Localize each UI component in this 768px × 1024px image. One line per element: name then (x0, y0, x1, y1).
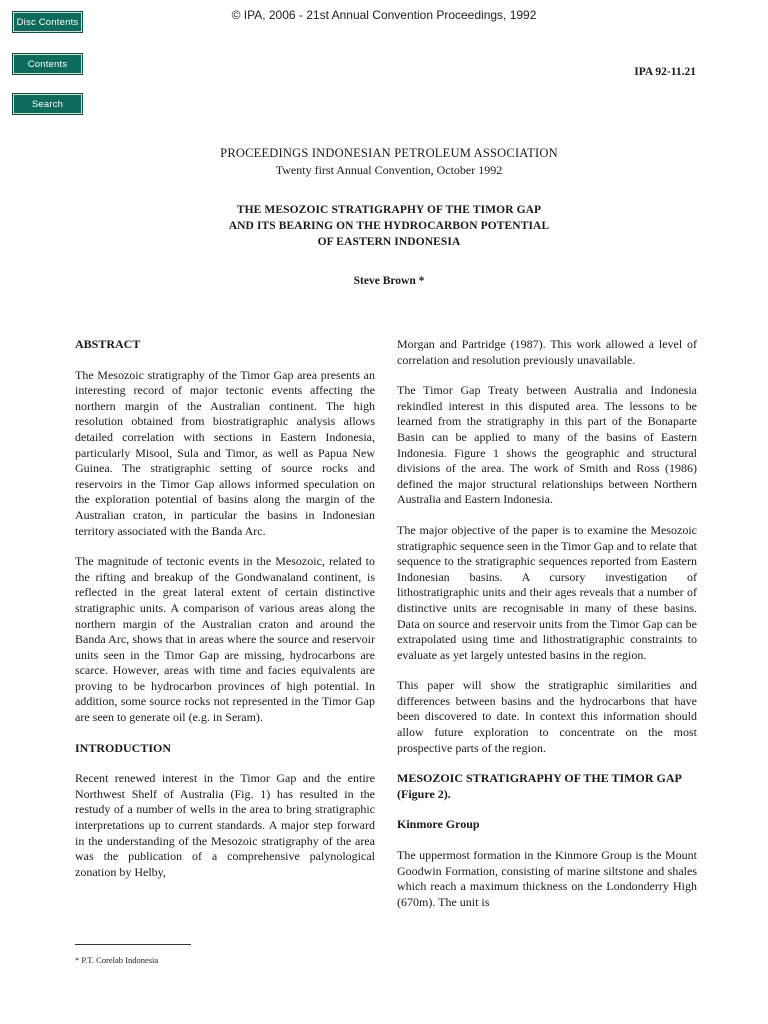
paper-title (0, 202, 768, 250)
paper-header (0, 146, 768, 287)
organization-name: PROCEEDINGS INDONESIAN PETROLEUM ASSOCIATION (220, 146, 558, 160)
body-paragraph: The uppermost formation in the Kinmore Group is the Mount Goodwin Formation, consisting of marine siltstone and shales which reach a maximum thickness on the Londonderry High (670m). The unit is (397, 848, 697, 909)
right-column (397, 337, 697, 925)
title-line: OF EASTERN INDONESIA (317, 236, 461, 248)
body-paragraph: Morgan and Partridge (1987). This work allowed a level of correlation and resolution previously unavailable. (397, 337, 697, 367)
abstract-paragraph: The magnitude of tectonic events in the Mesozoic, related to the rifting and breakup of the Gondwanaland continent, is reflected in the great lateral extent of certain distinctive stratigraphic units. A comparison of various areas along the northern margin of the Australian craton and around the Banda Arc, shows that in areas where the source and reservoir units seen in the Timor Gap are missing, hydrocarbons are scarce. However, areas with time and facies equivalents are proving to be hydrocarbon provinces of high potential. In addition, some source rocks not represented in the Timor Gap are seen to generate oil (e.g. in Seram). (75, 554, 375, 725)
paper-id: IPA 92-11.21 (634, 66, 696, 78)
disc-contents-button[interactable]: Disc Contents (13, 12, 82, 32)
search-button[interactable]: Search (13, 94, 82, 114)
copyright-notice: © IPA, 2006 - 21st Annual Convention Proceedings, 1992 (231, 8, 537, 22)
introduction-heading: INTRODUCTION (75, 740, 172, 755)
author-name: Steve Brown * (353, 275, 425, 287)
body-paragraph: The major objective of the paper is to examine the Mesozoic stratigraphic sequence seen in the Timor Gap and to relate that sequence to the stratigraphic sequences reported from Eastern Indonesian basins. A cursory investigation of lithostratigraphic units and their ages reveals that a number of distinctive units are recognisable in many of these basins. Data on source and reservoir units from the Timor Gap can be extrapolated using time and lithostratigraphic constraints to evaluate as yet largely untested basins in the region. (397, 522, 697, 662)
contents-button[interactable]: Contents (13, 54, 82, 74)
subsection-heading: Kinmore Group (397, 817, 480, 832)
body-paragraph: This paper will show the stratigraphic similarities and differences between basins and the hydrocarbons that have been discovered to date. In context this information should allow future exploration to concentrate on the most prospective parts of the region. (397, 678, 697, 755)
convention-line: Twenty first Annual Convention, October 1992 (275, 163, 503, 177)
section-heading: MESOZOIC STRATIGRAPHY OF THE TIMOR GAP (Figure 2). (397, 771, 682, 801)
title-line: AND ITS BEARING ON THE HYDROCARBON POTENTIAL (228, 220, 550, 232)
abstract-paragraph: The Mesozoic stratigraphy of the Timor Gap area presents an interesting record of major tectonic events affecting the northern margin of the Australian continent. The high resolution obtained from biostratigraphic analysis allows detailed correlation with sections in Eastern Indonesia, particularly Misool, Sula and Timor, as well as Papua New Guinea. The stratigraphic setting of source rocks and reservoirs in the Timor Gap allows informed speculation on the exploration potential of basins along the margin of the Australian craton, in particular the basins in Indonesian territory associated with the Banda Arc. (75, 367, 375, 538)
body-paragraph: The Timor Gap Treaty between Australia and Indonesia rekindled interest in this disputed area. The lessons to be learned from the stratigraphy in this part of the Bonaparte Basin can be applied to many of the basins of Eastern Indonesia. Figure 1 shows the geographic and structural divisions of the area. The work of Smith and Ross (1986) defined the major structural relationships between Northern Australia and Eastern Indonesia. (397, 383, 697, 507)
footnote-divider (75, 944, 191, 945)
left-column (75, 337, 375, 895)
title-line: THE MESOZOIC STRATIGRAPHY OF THE TIMOR GAP (236, 204, 542, 216)
abstract-heading: ABSTRACT (75, 337, 141, 351)
footnote: * P.T. Corelab Indonesia (75, 955, 159, 965)
introduction-paragraph: Recent renewed interest in the Timor Gap and the entire Northwest Shelf of Australia (Fig. 1) has resulted in the restudy of a number of wells in the area to bring stratigraphic interpretations up to current standards. A major step forward in the understanding of the Mesozoic stratigraphy of the area was the publication of a comprehensive palynological zonation by Helby, (75, 771, 375, 879)
